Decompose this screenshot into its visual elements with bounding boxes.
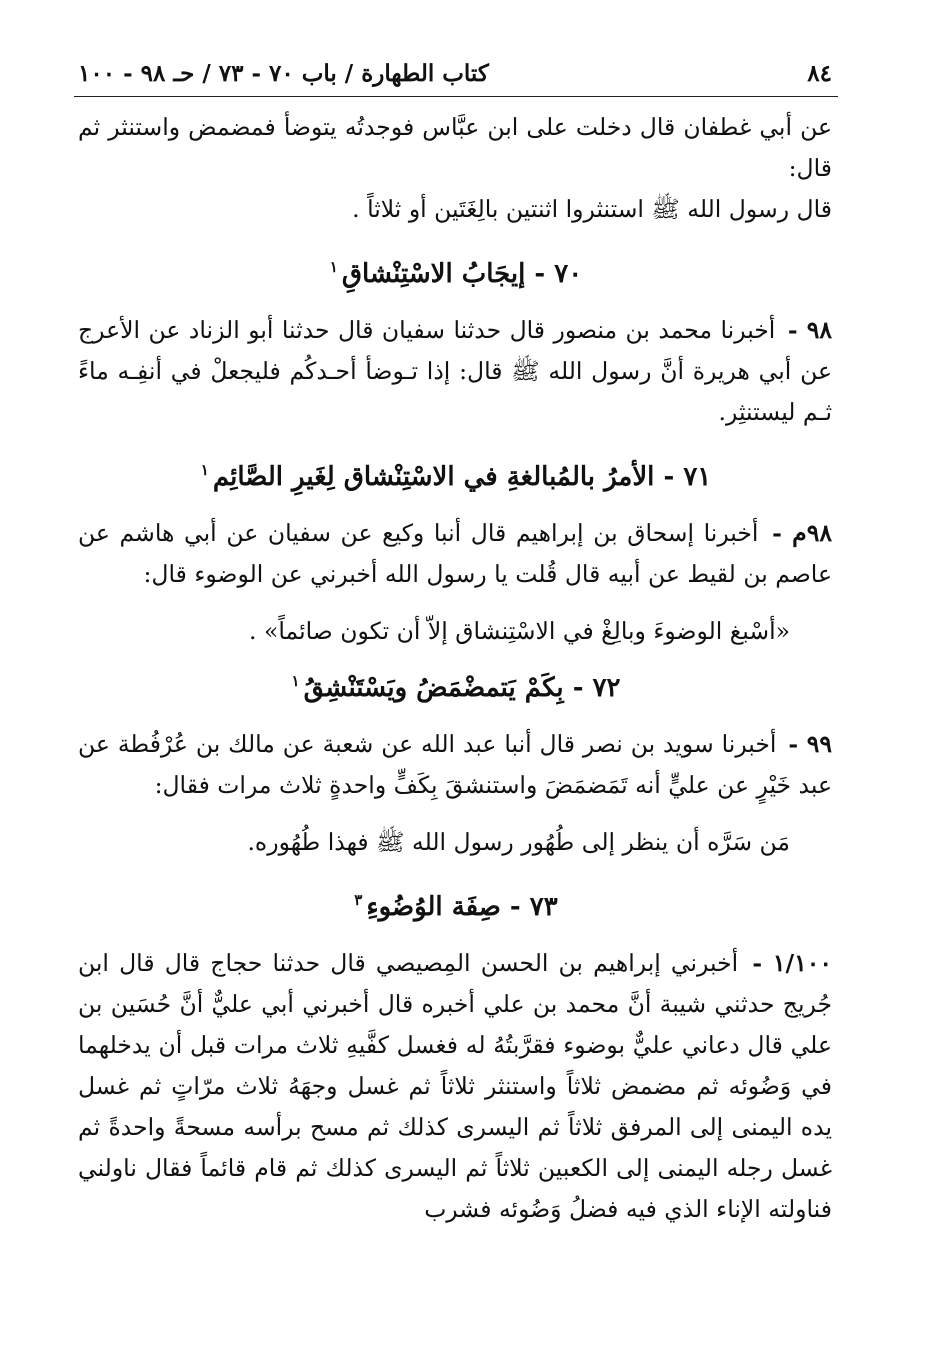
hadith-98m <box>74 513 838 595</box>
book-page <box>74 52 838 1230</box>
footnote-marker: ٣ <box>354 891 363 910</box>
hadith-number: ٩٨ - <box>787 316 832 344</box>
chapter-73-heading <box>74 887 838 927</box>
chapter-71-title: ٧١ - الأمرُ بالمُبالغةِ في الاسْتِنْشاق لِغَيرِ الصَّائِم <box>212 462 712 492</box>
hadith-text: أخبرني إبراهيم بن الحسن المِصيصي قال حدثنا حجاج قال قال ابن جُريج حدثني شيبة أنَّ محمد بن علي أخبره قال أخبرني أبي عليٌّ أنَّ حُسَين بن علي قال دعاني عليٌّ بوضوء فقرَّبتُهُ له فغسل كفَّيهِ ثلاث مرات قبل أن يدخلهما في وَضُوئه ثم مضمض ثلاثاً واستنثر ثلاثاً ثم غسل وجهَهُ ثلاث مرّاتٍ ثم غسل يده اليمنى إلى المرفق ثلاثاً ثم اليسرى كذلك ثم مسح برأسه مسحةً واحدةً ثم غسل رجله اليمنى إلى الكعبين ثلاثاً ثم اليسرى كذلك ثم قام قائماً فقال ناولني فناولته الإناء الذي فيه فضلُ وَضُوئه فشرب <box>78 949 832 1223</box>
running-header <box>74 52 838 97</box>
chapter-70-title: ٧٠ - إيجَابُ الاسْتِنْشاقِ <box>341 259 583 289</box>
footnote-marker: ١ <box>200 461 209 480</box>
intro-line-2: قال رسول الله ﷺ استنثروا اثنتين بالِغَتَين أو ثلاثاً . <box>352 195 832 223</box>
footnote-marker: ١ <box>291 672 300 691</box>
chapter-70-heading <box>74 254 838 294</box>
chapter-72-title: ٧٢ - بِكَمْ يَتمضْمَضُ ويَسْتَنْشِقُ <box>303 673 621 703</box>
hadith-99 <box>74 724 838 806</box>
hadith-number: ٩٨م - <box>772 519 832 547</box>
chapter-72-heading <box>74 668 838 708</box>
section-reference: كتاب الطهارة / باب ٧٠ - ٧٣ / حـ ٩٨ - ١٠٠ <box>78 60 489 87</box>
hadith-quote: مَن سَرَّه أن ينظر إلى طُهُور رسول الله ﷺ فهذا طُهُوره. <box>247 828 790 856</box>
intro-line-1: عن أبي غطفان قال دخلت على ابن عبَّاس فوجدتُه يتوضأ فمضمض واستنثر ثم قال: <box>78 113 832 182</box>
hadith-100-1 <box>74 943 838 1230</box>
hadith-text: أخبرنا إسحاق بن إبراهيم قال أنبا وكيع عن سفيان عن أبي هاشم عن عاصم بن لقيط عن أبيه قال قُلت يا رسول الله أخبرني عن الوضوء قال: <box>78 519 832 588</box>
page-number: ٨٤ <box>807 60 832 87</box>
hadith-text: أخبرنا سويد بن نصر قال أنبا عبد الله عن شعبة عن مالك بن عُرْفُطة عن عبد خَيْرٍ عن عليٍّ أنه تَمَضمَضَ واستنشقَ بِكَفٍّ واحدةٍ ثلاث مرات فقال: <box>78 730 832 799</box>
hadith-quote: «أسْبغ الوضوءَ وبالِغْ في الاسْتِنشاق إلاّ أن تكون صائماً» . <box>249 617 790 645</box>
hadith-number: ١/١٠٠ - <box>752 949 832 977</box>
hadith-98 <box>74 310 838 433</box>
hadith-text: أخبرنا محمد بن منصور قال حدثنا سفيان قال حدثنا أبو الزناد عن الأعرج عن أبي هريرة أنَّ رسول الله ﷺ قال: إذا تـوضأ أحـدكُم فليجعلْ في أنفِـه ماءً ثـم ليستنثِر. <box>78 316 832 426</box>
chapter-71-heading <box>74 457 838 497</box>
hadith-number: ٩٩ - <box>788 730 832 758</box>
footnote-marker: ١ <box>329 258 338 277</box>
chapter-73-title: ٧٣ - صِفَة الوُضُوءِ <box>366 892 558 922</box>
